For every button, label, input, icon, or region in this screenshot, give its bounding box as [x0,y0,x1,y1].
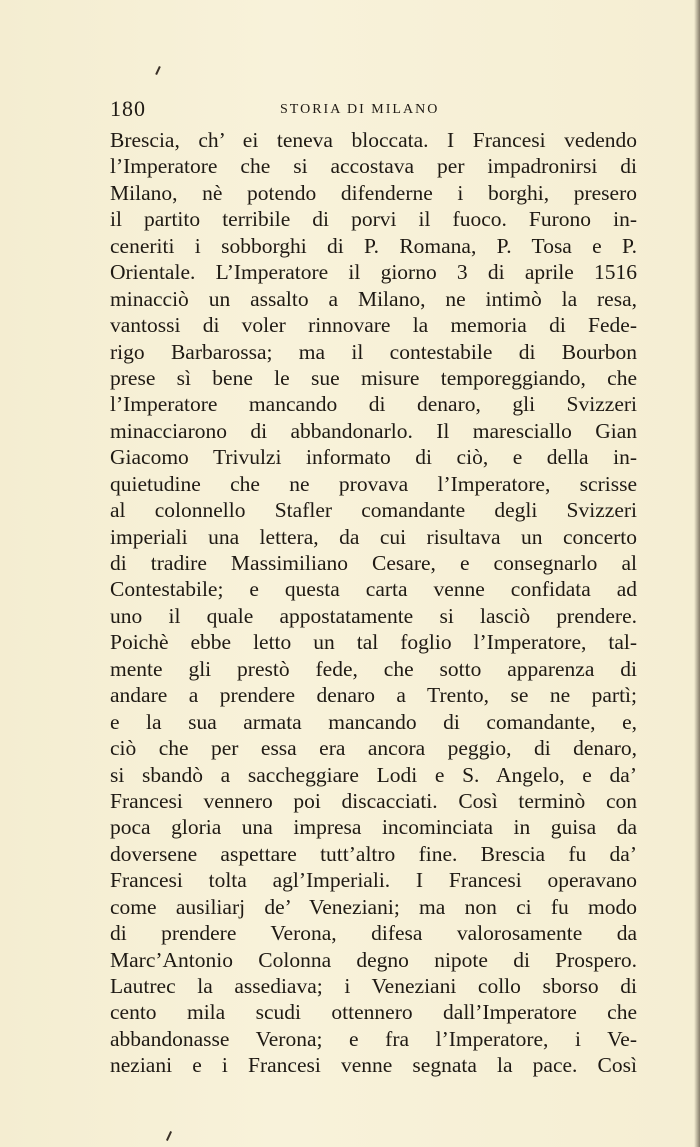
text-line: rigo Barbarossa; ma il contestabile di Bourbon [110,339,637,364]
text-line: di tradire Massimiliano Cesare, e consegnarlo al [110,551,637,575]
text-line: poca gloria una impresa incominciata in guisa da [110,815,637,840]
body-text [110,127,637,1079]
text-line: prese sì bene le sue misure temporeggiando, che [110,365,637,390]
text-line: quietudine che ne provava l’Imperatore, scrisse [110,471,637,496]
page-header [110,96,637,126]
text-line: doversene aspettare tutt’altro fine. Brescia fu da’ [110,841,637,866]
text-line: l’Imperatore che si accostava per impadronirsi di [110,154,637,179]
running-head: STORIA DI MILANO [280,102,440,117]
text-line: Brescia, ch’ ei teneva bloccata. I Francesi vedendo [110,128,637,152]
text-line: Orientale. L’Imperatore il giorno 3 di aprile 1516 [110,260,637,285]
text-line: l’Imperatore mancando di denaro, gli Svizzeri [110,392,637,417]
text-line: minacciarono di abbandonarlo. Il maresciallo Gian [110,418,637,443]
ink-mark [155,66,161,75]
text-line: cento mila scudi ottennero dall’Imperatore che [110,1000,637,1025]
text-line: Milano, nè potendo difenderne i borghi, presero [110,180,637,205]
text-line: mente gli prestò fede, che sotto apparenza di [110,656,637,681]
text-line: Giacomo Trivulzi informato di ciò, e della in- [110,445,637,470]
text-line: vantossi di voler rinnovare la memoria di Fede- [110,313,637,338]
text-line: minacciò un assalto a Milano, ne intimò la resa, [110,286,637,311]
text-line: Contestabile; e questa carta venne confidata ad [110,577,637,602]
text-line: Lautrec la assediava; i Veneziani collo sborso di [110,974,637,998]
text-line: di prendere Verona, difesa valorosamente da [110,921,637,946]
text-line: al colonnello Stafler comandante degli Svizzeri [110,498,637,523]
text-line: Poichè ebbe letto un tal foglio l’Imperatore, tal- [110,630,637,655]
text-line: andare a prendere denaro a Trento, se ne partì; [110,683,637,708]
page-number: 180 [110,96,146,121]
ink-mark [166,1131,172,1141]
text-line: neziani e i Francesi venne segnata la pace. Così [110,1053,637,1078]
text-line: abbandonasse Verona; e fra l’Imperatore, i Ve- [110,1026,637,1051]
page-edge-shadow [694,0,700,1147]
text-line: Francesi tolta agl’Imperiali. I Francesi operavano [110,868,637,893]
text-line: Francesi vennero poi discacciati. Così terminò con [110,788,637,813]
text-line: il partito terribile di porvi il fuoco. Furono in- [110,207,637,232]
text-line: Marc’Antonio Colonna degno nipote di Prospero. [110,947,637,972]
text-line: uno il quale appostatamente si lasciò prendere. [110,603,637,628]
text-line: ceneriti i sobborghi di P. Romana, P. Tosa e P. [110,233,637,258]
text-line: ciò che per essa era ancora peggio, di denaro, [110,736,637,761]
text-line: si sbandò a saccheggiare Lodi e S. Angelo, e da’ [110,762,637,787]
text-line: imperiali una lettera, da cui risultava un concerto [110,524,637,549]
text-line: e la sua armata mancando di comandante, e, [110,709,637,734]
text-line: come ausiliarj de’ Veneziani; ma non ci fu modo [110,894,637,919]
